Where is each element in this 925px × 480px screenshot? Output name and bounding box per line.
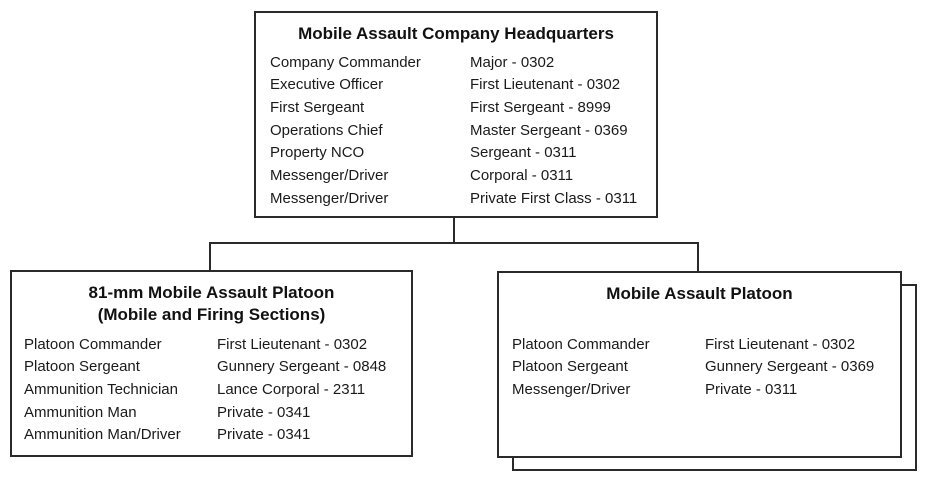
mortar-platoon-box [10,270,413,457]
mortar-rank: First Lieutenant - 0302 [217,336,368,353]
hq-rank: Corporal - 0311 [470,167,574,184]
mortar-role: Ammunition Technician [24,381,178,398]
platoon-connector-vertical [697,242,699,272]
mortar-role: Platoon Sergeant [24,358,140,375]
mortar-connector-vertical [209,242,211,271]
mortar-role: Platoon Commander [24,336,162,353]
mortar-rank: Lance Corporal - 2311 [217,381,366,398]
platoon-rank: Private - 0311 [705,381,798,398]
hq-role: Operations Chief [270,122,383,139]
hq-role: Property NCO [270,144,365,161]
platoon-rank: Gunnery Sergeant - 0369 [705,358,875,375]
mortar-rank: Gunnery Sergeant - 0848 [217,358,387,375]
hq-box [254,11,658,218]
hq-title: Mobile Assault Company Headquarters [298,24,614,43]
mortar-role: Ammunition Man [24,404,137,421]
hq-rank: First Lieutenant - 0302 [470,76,621,93]
platoon-rank: First Lieutenant - 0302 [705,336,856,353]
platoon-role: Platoon Commander [512,336,650,353]
mortar-rank: Private - 0341 [217,426,311,443]
hq-rank: Major - 0302 [470,54,555,71]
hq-rank: Private First Class - 0311 [470,190,638,207]
platoon-box [497,271,902,458]
mortar-title-line2: (Mobile and Firing Sections) [97,305,326,324]
hq-connector-vertical [453,218,455,243]
platoon-role: Messenger/Driver [512,381,631,398]
hq-rank: First Sergeant - 8999 [470,99,611,116]
mortar-title-line1: 81-mm Mobile Assault Platoon [88,283,335,302]
hq-role: Messenger/Driver [270,190,389,207]
hq-role: Executive Officer [270,76,384,93]
mortar-rank: Private - 0341 [217,404,311,421]
platoon-title: Mobile Assault Platoon [606,284,793,303]
hq-rank: Sergeant - 0311 [470,144,577,161]
hq-role: Messenger/Driver [270,167,389,184]
hq-role: First Sergeant [270,99,365,116]
platoon-role: Platoon Sergeant [512,358,628,375]
hq-role: Company Commander [270,54,421,71]
connector-horizontal [209,242,699,244]
mortar-role: Ammunition Man/Driver [24,426,181,443]
hq-rank: Master Sergeant - 0369 [470,122,628,139]
